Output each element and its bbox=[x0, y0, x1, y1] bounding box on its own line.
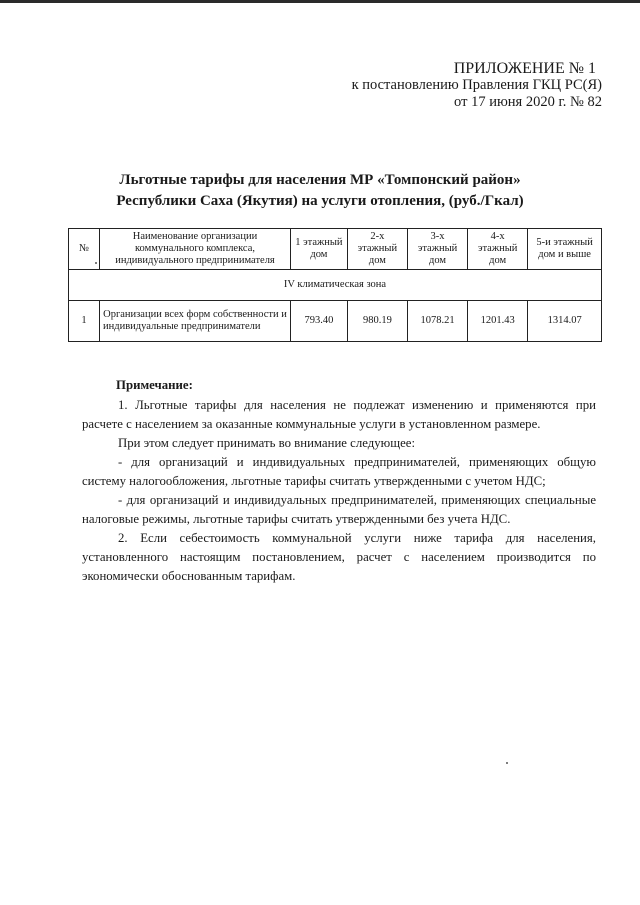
scan-top-edge bbox=[0, 0, 640, 3]
climate-zone-label: IV климатическая зона bbox=[69, 270, 602, 301]
title-line-1: Льготные тарифы для населения МР «Томпонский район» bbox=[119, 172, 521, 188]
note-heading: Примечание: bbox=[116, 378, 193, 392]
note-section bbox=[82, 376, 596, 586]
title-line-2: Республики Саха (Якутия) на услуги отопления, (руб./Гкал) bbox=[116, 193, 524, 209]
scan-speck bbox=[506, 762, 508, 764]
annex-date: от 17 июня 2020 г. № 82 bbox=[454, 94, 602, 110]
header-floor-5: 5-и этажный дом и выше bbox=[528, 229, 602, 270]
document-title bbox=[60, 170, 580, 212]
annex-resolution-ref: к постановлению Правления ГКЦ РС(Я) bbox=[351, 77, 602, 93]
header-floor-3: 3-х этажный дом bbox=[407, 229, 467, 270]
tariff-floor-4: 1201.43 bbox=[468, 301, 528, 342]
note-paragraph-2: При этом следует принимать во внимание следующее: bbox=[118, 436, 415, 450]
row-org-name: Организации всех форм собственности и индивидуальные предприниматели bbox=[100, 301, 291, 342]
note-paragraph-3: - для организаций и индивидуальных предпринимателей, применяющих общую систему налогообложения, льготные тарифы считать утвержденными с учетом НДС; bbox=[82, 455, 596, 488]
note-paragraph-4: - для организаций и индивидуальных предпринимателей, применяющих специальные налоговые режимы, льготные тарифы считать утвержденными без учета НДС. bbox=[82, 493, 596, 526]
header-floor-1: 1 этажный дом bbox=[291, 229, 348, 270]
scan-speck bbox=[95, 262, 97, 264]
annex-number: ПРИЛОЖЕНИЕ № 1 bbox=[453, 60, 596, 77]
header-floor-4: 4-х этажный дом bbox=[468, 229, 528, 270]
table-header-row bbox=[69, 229, 602, 270]
climate-zone-row bbox=[69, 270, 602, 301]
header-org-name: Наименование организации коммунального комплекса, индивидуального предпринимателя bbox=[100, 229, 291, 270]
header-no: № bbox=[69, 229, 100, 270]
row-no: 1 bbox=[69, 301, 100, 342]
note-paragraph-1: 1. Льготные тарифы для населения не подлежат изменению и применяются при расчете с населением за оказанные коммунальные услуги в установленном размере. bbox=[82, 398, 596, 431]
note-paragraph-5: 2. Если себестоимость коммунальной услуги ниже тарифа для населения, установленного настоящим постановлением, расчет с населением производится по экономически обоснованным тарифам. bbox=[82, 531, 596, 583]
tariff-floor-5: 1314.07 bbox=[528, 301, 602, 342]
annex-header bbox=[282, 60, 602, 111]
table-row bbox=[69, 301, 602, 342]
tariff-floor-2: 980.19 bbox=[347, 301, 407, 342]
tariff-floor-1: 793.40 bbox=[291, 301, 348, 342]
header-floor-2: 2-х этажный дом bbox=[347, 229, 407, 270]
tariff-floor-3: 1078.21 bbox=[407, 301, 467, 342]
tariff-table bbox=[68, 228, 602, 342]
